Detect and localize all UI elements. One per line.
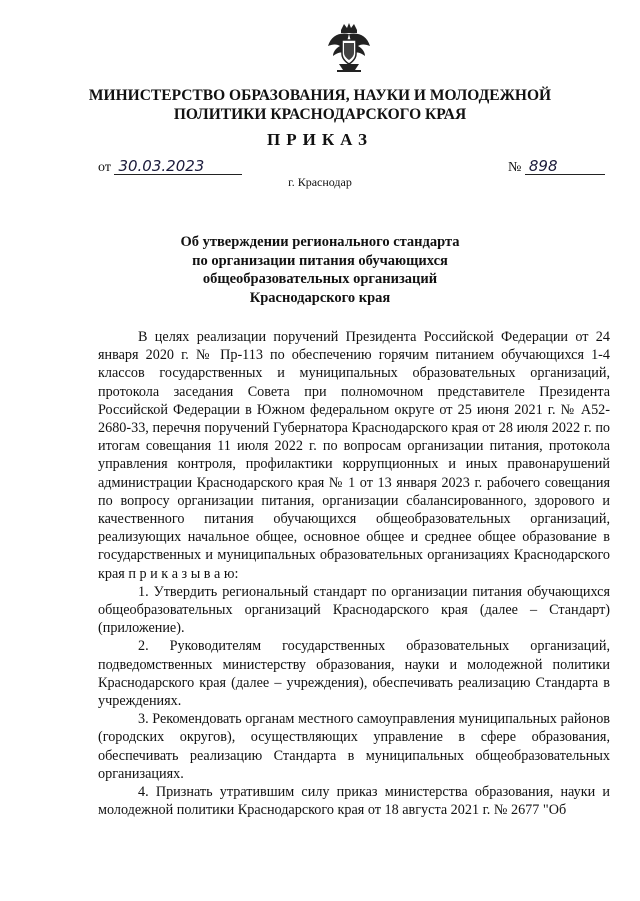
body-paragraph-preamble: В целях реализации поручений Президента Российской Федерации от 24 января 2020 г. № Пр-113 по обеспечению горячим питанием обучающихся 1-4 классов государственных и муниципальных образовательных организаций, протокола заседания Совета при полномочном представителе Президента Российской Федерации в Южном федеральном округе от 25 июня 2021 г. № А52-2680-33, перечня поручений Губернатора Краснодарского края от 28 июля 2022 г. по итогам совещания 11 июля 2022 г. по вопросам организации питания, протокола управления контроля, профилактики коррупционных и иных правонарушений администрации Краснодарского края № 1 от 13 января 2023 г. рабочего совещания по вопросу организации питания, организации сбалансированного, здорового и качественного питания обучающихся общеобразовательных организаций, реализующих начальное общее, основное общее и среднее общее образование в государственных и муниципальных образовательных организациях Краснодарского края п р и к а з ы в а ю:: [98, 329, 610, 582]
date-prefix: от: [98, 160, 111, 175]
number-prefix: №: [508, 160, 522, 175]
ministry-name: [0, 86, 640, 124]
ministry-name-line-1: МИНИСТЕРСТВО ОБРАЗОВАНИЯ, НАУКИ И МОЛОДЕЖНОЙ: [88, 87, 552, 104]
number-value: 898: [525, 158, 605, 175]
subject-line-4: Краснодарского края: [249, 289, 391, 306]
date-value: 30.03.2023: [114, 158, 242, 175]
subject-line-2: по организации питания обучающихся: [192, 252, 448, 269]
order-date: [98, 158, 242, 176]
subject-line-3: общеобразовательных организаций: [202, 271, 438, 287]
ministry-name-line-2: ПОЛИТИКИ КРАСНОДАРСКОГО КРАЯ: [173, 106, 467, 123]
coat-of-arms-icon: [325, 22, 373, 74]
order-body: [98, 328, 610, 819]
body-paragraph-4: 4. Признать утратившим силу приказ министерства образования, науки и молодежной политики Краснодарского края от 18 августа 2021 г. № 2677 "Об: [98, 784, 610, 819]
city: г. Краснодар: [288, 175, 352, 189]
subject-line-1: Об утверждении регионального стандарта: [180, 234, 460, 250]
body-paragraph-3: 3. Рекомендовать органам местного самоуправления муниципальных районов (городских округов), осуществляющих управление в сфере образования, обеспечивать реализацию Стандарта в муниципальных общеобразовательных организациях.: [98, 711, 610, 782]
order-title: ПРИКАЗ: [267, 130, 373, 149]
body-paragraph-1: 1. Утвердить региональный стандарт по организации питания обучающихся общеобразовательных организаций Краснодарского края (далее – Стандарт) (приложение).: [98, 583, 610, 637]
order-number: [508, 158, 605, 176]
body-paragraph-2: 2. Руководителям государственных образовательных организаций, подведомственных министерству образования, науки и молодежной политики Краснодарского края (далее – учреждения), обеспечивать реализацию Стандарта в учреждениях.: [98, 638, 610, 710]
order-subject: [0, 233, 640, 307]
